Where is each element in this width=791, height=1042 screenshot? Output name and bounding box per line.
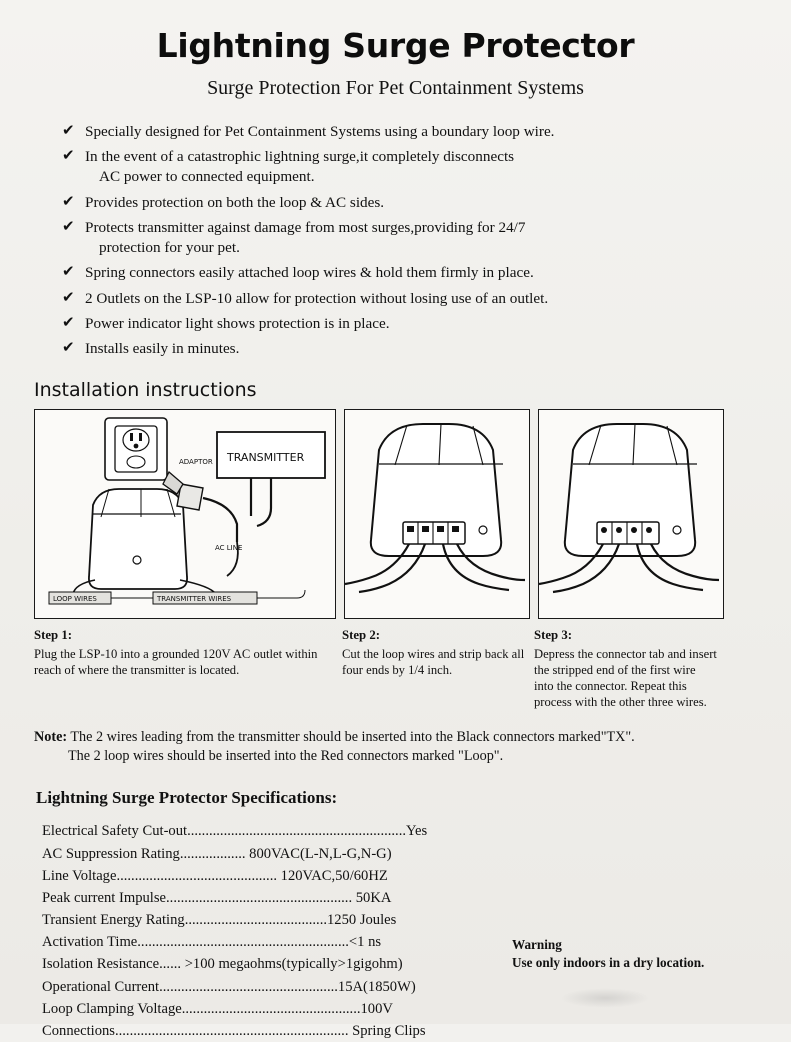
steps-row xyxy=(34,627,757,710)
step-3-text: Depress the connector tab and insert the stripped end of the first wire into the connector. Repeat this process with the other three wires. xyxy=(534,646,717,709)
warning-block xyxy=(512,936,704,971)
spec-value: 120VAC,50/60HZ xyxy=(280,867,388,884)
spec-dots: ................................................. xyxy=(159,978,338,995)
check-icon: ✔ xyxy=(62,262,75,281)
feature-text-line2: AC power to connected equipment. xyxy=(99,168,315,186)
spec-dots: .................. xyxy=(179,845,246,862)
spec-name: Line Voltage xyxy=(42,867,117,884)
diagram-2-svg xyxy=(345,410,529,619)
spec-name: Electrical Safety Cut-out xyxy=(42,823,188,840)
spec-name: Connections xyxy=(42,1022,115,1039)
feature-text-line2: protection for your pet. xyxy=(99,239,240,257)
feature-text: Power indicator light shows protection is in place. xyxy=(85,314,390,332)
spec-name: Activation Time xyxy=(42,934,138,951)
list-item xyxy=(60,218,751,258)
feature-text: In the event of a catastrophic lightning surge,it completely disconnects xyxy=(85,148,515,166)
spec-dots: ................................................................ xyxy=(114,1022,349,1039)
list-item xyxy=(60,314,751,334)
install-instructions-heading: Installation instructions xyxy=(34,379,257,402)
page-subtitle: Surge Protection For Pet Containment Systems xyxy=(207,77,584,99)
note-label: Note: xyxy=(34,729,68,745)
spec-dots: ................................................... xyxy=(166,889,353,906)
spec-row xyxy=(42,998,791,1020)
spec-dots: ................................................. xyxy=(181,1000,361,1017)
spec-name: Operational Current xyxy=(42,978,160,995)
feature-text: Spring connectors easily attached loop wires & hold them firmly in place. xyxy=(85,264,534,282)
spec-value: 800VAC(L-N,L-G,N-G) xyxy=(249,845,392,862)
list-item xyxy=(60,289,751,309)
check-icon: ✔ xyxy=(62,337,75,356)
page-title: Lightning Surge Protector xyxy=(156,26,635,65)
spec-dots: .......................................................... xyxy=(137,934,349,951)
transmitter-wires-label: TRANSMITTER WIRES xyxy=(157,595,232,604)
adaptor-label: ADAPTOR xyxy=(179,458,213,467)
specifications-list xyxy=(42,820,791,1042)
spec-row xyxy=(42,909,791,931)
spec-row xyxy=(42,976,791,998)
warning-text: Use only indoors in a dry location. xyxy=(512,954,705,970)
feature-text: Installs easily in minutes. xyxy=(85,339,240,357)
spec-value: 1250 Joules xyxy=(327,912,397,929)
page-smudge xyxy=(560,988,650,1008)
list-item xyxy=(60,339,751,359)
loop-wires-label: LOOP WIRES xyxy=(53,595,97,604)
spec-value: Yes xyxy=(405,823,428,840)
feature-list xyxy=(0,122,791,359)
feature-text: Protects transmitter against damage from most surges,providing for 24/7 xyxy=(85,218,526,236)
spec-name: Loop Clamping Voltage xyxy=(42,1000,182,1017)
spec-row xyxy=(42,887,791,909)
spec-name: Isolation Resistance...... xyxy=(42,956,182,973)
spec-name: Transient Energy Rating xyxy=(42,912,185,929)
ac-line-label: AC LINE xyxy=(215,544,243,553)
step-2 xyxy=(342,627,526,710)
check-icon: ✔ xyxy=(62,121,75,139)
list-item xyxy=(60,122,751,142)
spec-value: 100V xyxy=(360,1000,393,1017)
warning-title: Warning xyxy=(512,937,562,952)
spec-value: 15A(1850W) xyxy=(337,978,416,995)
spec-value: Spring Clips xyxy=(348,1022,426,1039)
spec-row xyxy=(42,865,791,887)
check-icon: ✔ xyxy=(62,216,75,235)
spec-dots: ............................................................ xyxy=(187,823,406,840)
spec-dots: ............................................ xyxy=(116,867,277,884)
diagram-step-3 xyxy=(538,409,724,619)
feature-text: Specially designed for Pet Containment Systems using a boundary loop wire. xyxy=(85,123,555,140)
list-item xyxy=(60,193,751,213)
transmitter-label: TRANSMITTER xyxy=(227,451,305,465)
spec-row xyxy=(42,1020,791,1042)
spec-row xyxy=(42,843,791,865)
note-block xyxy=(34,728,757,766)
feature-text: Provides protection on both the loop & AC sides. xyxy=(85,193,385,211)
step-3-label: Step 3: xyxy=(534,628,573,643)
list-item xyxy=(60,147,751,187)
step-2-label: Step 2: xyxy=(342,628,381,643)
diagram-step-2 xyxy=(344,409,530,619)
feature-text: 2 Outlets on the LSP-10 allow for protection without losing use of an outlet. xyxy=(85,289,549,307)
step-1-text: Plug the LSP-10 into a grounded 120V AC outlet within reach of where the transmitter is located. xyxy=(34,646,318,677)
check-icon: ✔ xyxy=(62,146,75,165)
list-item xyxy=(60,263,751,283)
diagram-3-svg xyxy=(539,410,723,619)
step-3 xyxy=(534,627,718,710)
spec-row xyxy=(42,820,791,842)
spec-dots: ....................................... xyxy=(184,912,327,929)
diagram-1-svg xyxy=(35,410,335,619)
note-text-line2: The 2 loop wires should be inserted into the Red connectors marked "Loop". xyxy=(68,748,504,765)
check-icon: ✔ xyxy=(62,312,75,331)
step-1 xyxy=(34,627,334,710)
diagram-step-1 xyxy=(34,409,336,619)
spec-value: <1 ns xyxy=(348,934,382,951)
step-1-label: Step 1: xyxy=(34,628,73,643)
spec-name: Peak current Impulse xyxy=(42,889,167,906)
check-icon: ✔ xyxy=(62,191,75,210)
spec-value: 50KA xyxy=(355,889,392,906)
diagram-row xyxy=(34,409,757,619)
specifications-heading: Lightning Surge Protector Specifications: xyxy=(36,788,338,808)
note-text-line1: The 2 wires leading from the transmitter should be inserted into the Black connectors marked"TX". xyxy=(70,729,635,745)
step-2-text: Cut the loop wires and strip back all four ends by 1/4 inch. xyxy=(342,646,525,677)
check-icon: ✔ xyxy=(62,287,75,306)
spec-value: >100 megaohms(typically>1gigohm) xyxy=(184,956,403,973)
spec-name: AC Suppression Rating xyxy=(42,845,180,862)
